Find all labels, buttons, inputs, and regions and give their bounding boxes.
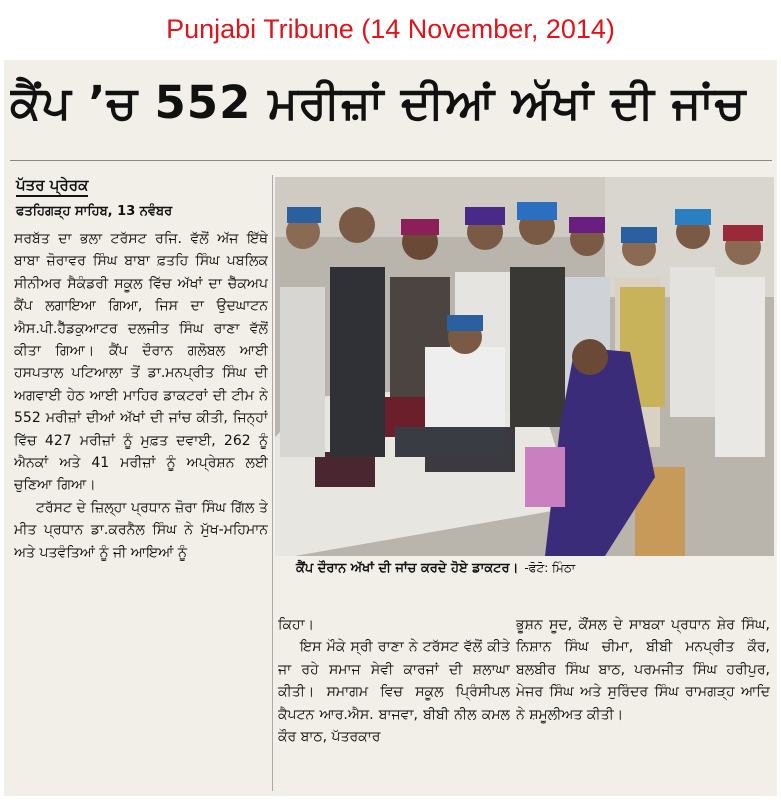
article-column-left [14, 228, 268, 792]
article-paragraph: ਇਸ ਮੌਕੇ ਸ੍ਰੀ ਰਾਣਾ ਨੇ ਟਰੱਸਟ ਵੱਲੋਂ ਕੀਤੇ ਜਾ ਰਹੇ ਸਮਾਜ ਸੇਵੀ ਕਾਰਜਾਂ ਦੀ ਸ਼ਲਾਘਾ ਕੀਤੀ। ਸਮਾਗਮ ਵਿਚ ਸਕੂਲ ਪ੍ਰਿੰਸੀਪਲ ਕੈਪਟਨ ਆਰ.ਐਸ. ਬਾਜਵਾ, ਬੀਬੀ ਨੀਲ ਕਮਲ ਕੌਰ ਬਾਠ, ਪੱਤਰਕਾਰ [278, 639, 510, 746]
article-byline: ਪੱਤਰ ਪ੍ਰੇਰਕ [16, 176, 88, 197]
article-column-right [516, 614, 770, 794]
photo-eye-camp-scene [275, 177, 774, 556]
photo-caption [296, 561, 766, 576]
column-divider [272, 175, 273, 791]
article-paragraph: ਟਰੱਸਟ ਦੇ ਜ਼ਿਲ੍ਹਾ ਪ੍ਰਧਾਨ ਜ਼ੋਰਾ ਸਿੰਘ ਗਿੱਲ ਤੇ ਮੀਤ ਪ੍ਰਧਾਨ ਡਾ.ਕਰਨੈਲ ਸਿੰਘ ਨੇ ਮੁੱਖ-ਮਹਿਮਾਨ ਅਤੇ ਪਤਵੰਤਿਆਂ ਨੂੰ ਜੀ ਆਇਆਂ ਨੂੰ [14, 499, 268, 561]
article-photo [275, 177, 774, 556]
article-dateline: ਫਤਹਿਗੜ੍ਹ ਸਾਹਿਬ, 13 ਨਵੰਬਰ [16, 204, 173, 219]
source-label: Punjabi Tribune (14 November, 2014) [166, 14, 615, 44]
article-headline: ਕੈਂਪ ’ਚ 552 ਮਰੀਜ਼ਾਂ ਦੀਆਂ ਅੱਖਾਂ ਦੀ ਜਾਂਚ [10, 76, 747, 129]
headline-rule [10, 160, 772, 161]
article-paragraph: ਕਿਹਾ। [278, 617, 315, 633]
photo-credit: -ਫੋਟੋ: ਮਿੰਠਾ [524, 561, 576, 575]
article-column-middle [278, 614, 510, 794]
article-paragraph: ਭੂਸ਼ਨ ਸੂਦ, ਕੌਂਸਲ ਦੇ ਸਾਬਕਾ ਪ੍ਰਧਾਨ ਸ਼ੇਰ ਸਿੰਘ, ਨਿਸ਼ਾਨ ਸਿੰਘ ਚੀਮਾ, ਬੀਬੀ ਮਨਪ੍ਰੀਤ ਕੌਰ, ਬਲਬੀਰ ਸਿੰਘ ਬਾਠ, ਪਰਮਜੀਤ ਸਿੰਘ ਹਰੀਪੁਰ, ਮੇਜਰ ਸਿੰਘ ਅਤੇ ਸੁਰਿੰਦਰ ਸਿੰਘ ਰਾਮਗੜ੍ਹ ਆਦਿ ਨੇ ਸ਼ਮੂਲੀਅਤ ਕੀਤੀ। [516, 617, 770, 723]
article-paragraph: ਸਰਬੱਤ ਦਾ ਭਲਾ ਟਰੱਸਟ ਰਜਿ. ਵੱਲੋਂ ਅੱਜ ਇੱਥੇ ਬਾਬਾ ਜ਼ੋਰਾਵਰ ਸਿੰਘ ਬਾਬਾ ਫ਼ਤਹਿ ਸਿੰਘ ਪਬਲਿਕ ਸੀਨੀਅਰ ਸੈਕੰਡਰੀ ਸਕੂਲ ਵਿੱਚ ਅੱਖਾਂ ਦਾ ਚੈੱਕਅਪ ਕੈਂਪ ਲਗਾਇਆ ਗਿਆ, ਜਿਸ ਦਾ ਉਦਘਾਟਨ ਐਸ.ਪੀ.ਹੈੱਡਕੁਆਟਰ ਦਲਜੀਤ ਸਿੰਘ ਰਾਣਾ ਵੱਲੋਂ ਕੀਤਾ ਗਿਆ। ਕੈਂਪ ਦੌਰਾਨ ਗਲੋਬਲ ਆਈ ਹਸਪਤਾਲ ਪਟਿਆਲਾ ਤੋਂ ਡਾ.ਮਨਪ੍ਰੀਤ ਸਿੰਘ ਦੀ ਅਗਵਾਈ ਹੇਠ ਆਈ ਮਾਹਿਰ ਡਾਕਟਰਾਂ ਦੀ ਟੀਮ ਨੇ 552 ਮਰੀਜ਼ਾਂ ਦੀਆਂ ਅੱਖਾਂ ਦੀ ਜਾਂਚ ਕੀਤੀ, ਜਿਨ੍ਹਾਂ ਵਿੱਚ 427 ਮਰੀਜ਼ਾਂ ਨੂੰ ਮੁਫ਼ਤ ਦਵਾਈ, 262 ਨੂੰ ਐਨਕਾਂ ਅਤੇ 41 ਮਰੀਜ਼ਾਂ ਨੂੰ ਅਪ੍ਰੇਸ਼ਨ ਲਈ ਚੁਣਿਆ ਗਿਆ। [14, 231, 268, 494]
photo-caption-text: ਕੈਂਪ ਦੌਰਾਨ ਅੱਖਾਂ ਦੀ ਜਾਂਚ ਕਰਦੇ ਹੋਏ ਡਾਕਟਰ। [296, 561, 519, 576]
